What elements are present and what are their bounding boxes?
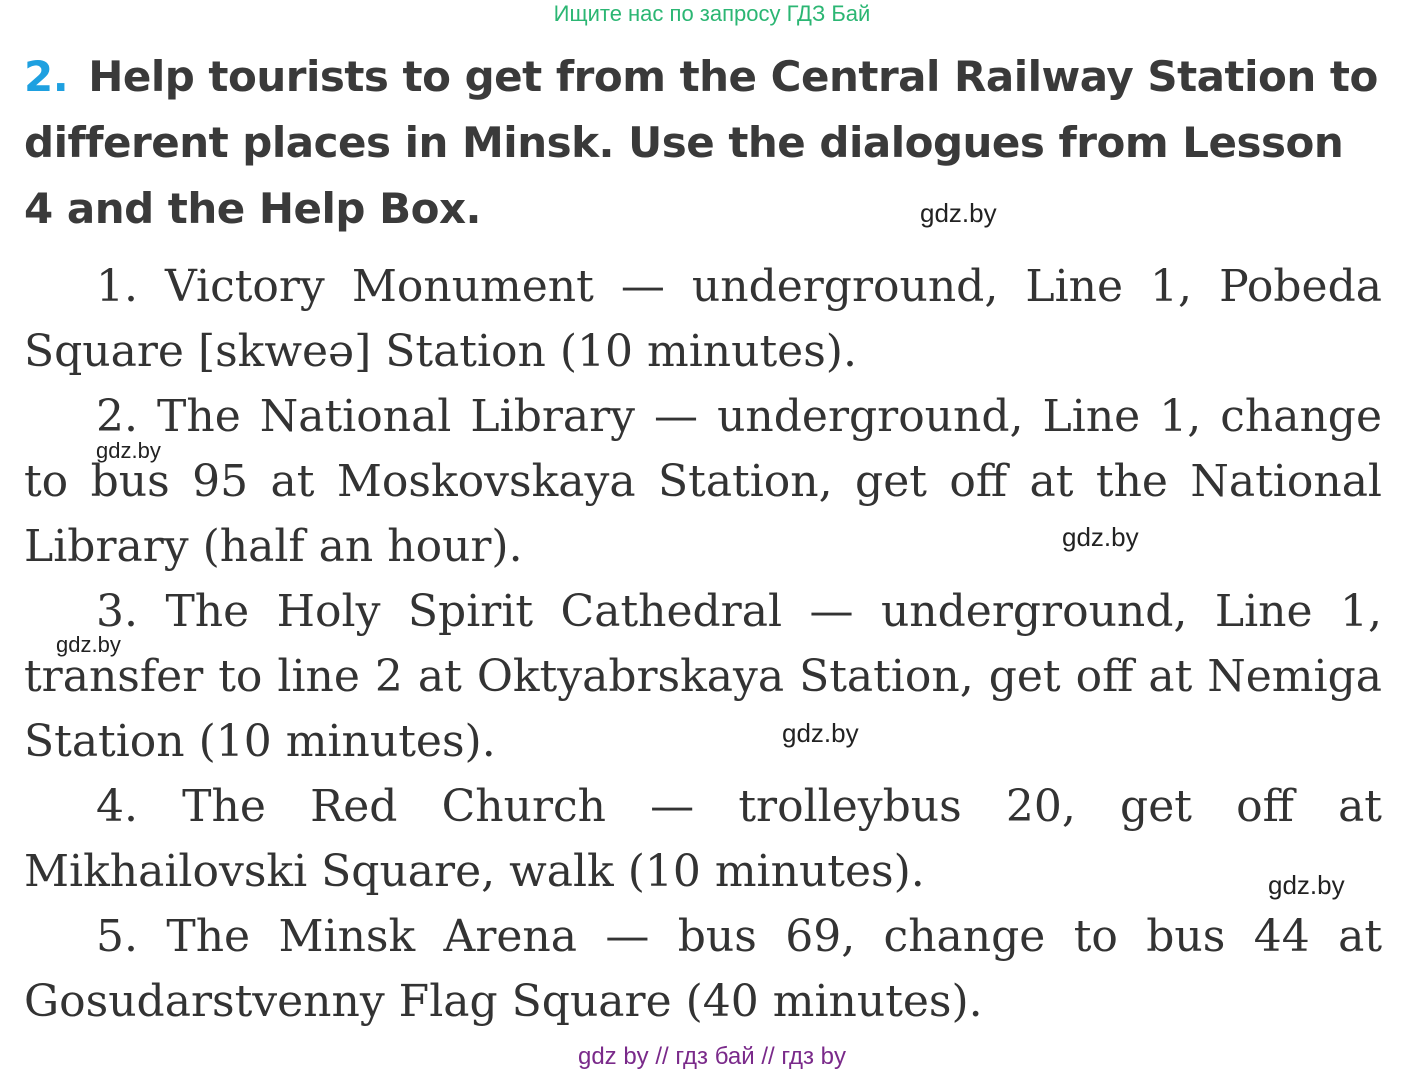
task-heading bbox=[24, 44, 1384, 242]
watermark: gdz.by bbox=[782, 718, 859, 748]
list-item: 4. The Red Church — trolleybus 20, get off at Mikhailovski Square, walk (10 minutes). bbox=[24, 781, 1382, 897]
watermark: gdz.by bbox=[1062, 522, 1139, 552]
destinations-list bbox=[24, 254, 1382, 1034]
watermark: gdz.by bbox=[920, 198, 997, 228]
list-item: 5. The Minsk Arena — bus 69, change to bus 44 at Gosudarstvenny Flag Square (40 minutes). bbox=[24, 911, 1382, 1027]
list-item: 1. Victory Monument — underground, Line 1, Pobeda Square [skweə] Station (10 minutes). bbox=[24, 261, 1382, 377]
watermark: gdz.by bbox=[1268, 870, 1345, 900]
watermark: gdz.by bbox=[96, 438, 161, 463]
list-item: 2. The National Library — underground, Line 1, change to bus 95 at Moskovskaya Station, get off at the National Library (half an hour). bbox=[24, 391, 1382, 572]
list-item: 3. The Holy Spirit Cathedral — underground, Line 1, transfer to line 2 at Oktyabrskaya Station, get off at Nemiga Station (10 minutes). bbox=[24, 586, 1382, 767]
footer-watermark: gdz by // гдз бай // гдз by bbox=[577, 1043, 847, 1070]
top-banner: Ищите нас по запросу ГДЗ Бай bbox=[553, 1, 871, 26]
watermark: gdz.by bbox=[56, 632, 121, 657]
task-text: Help tourists to get from the Central Railway Station to different places in Minsk. Use the dialogues from Lesson 4 and the Help Box. bbox=[24, 52, 1378, 233]
task-number: 2. bbox=[24, 52, 69, 101]
